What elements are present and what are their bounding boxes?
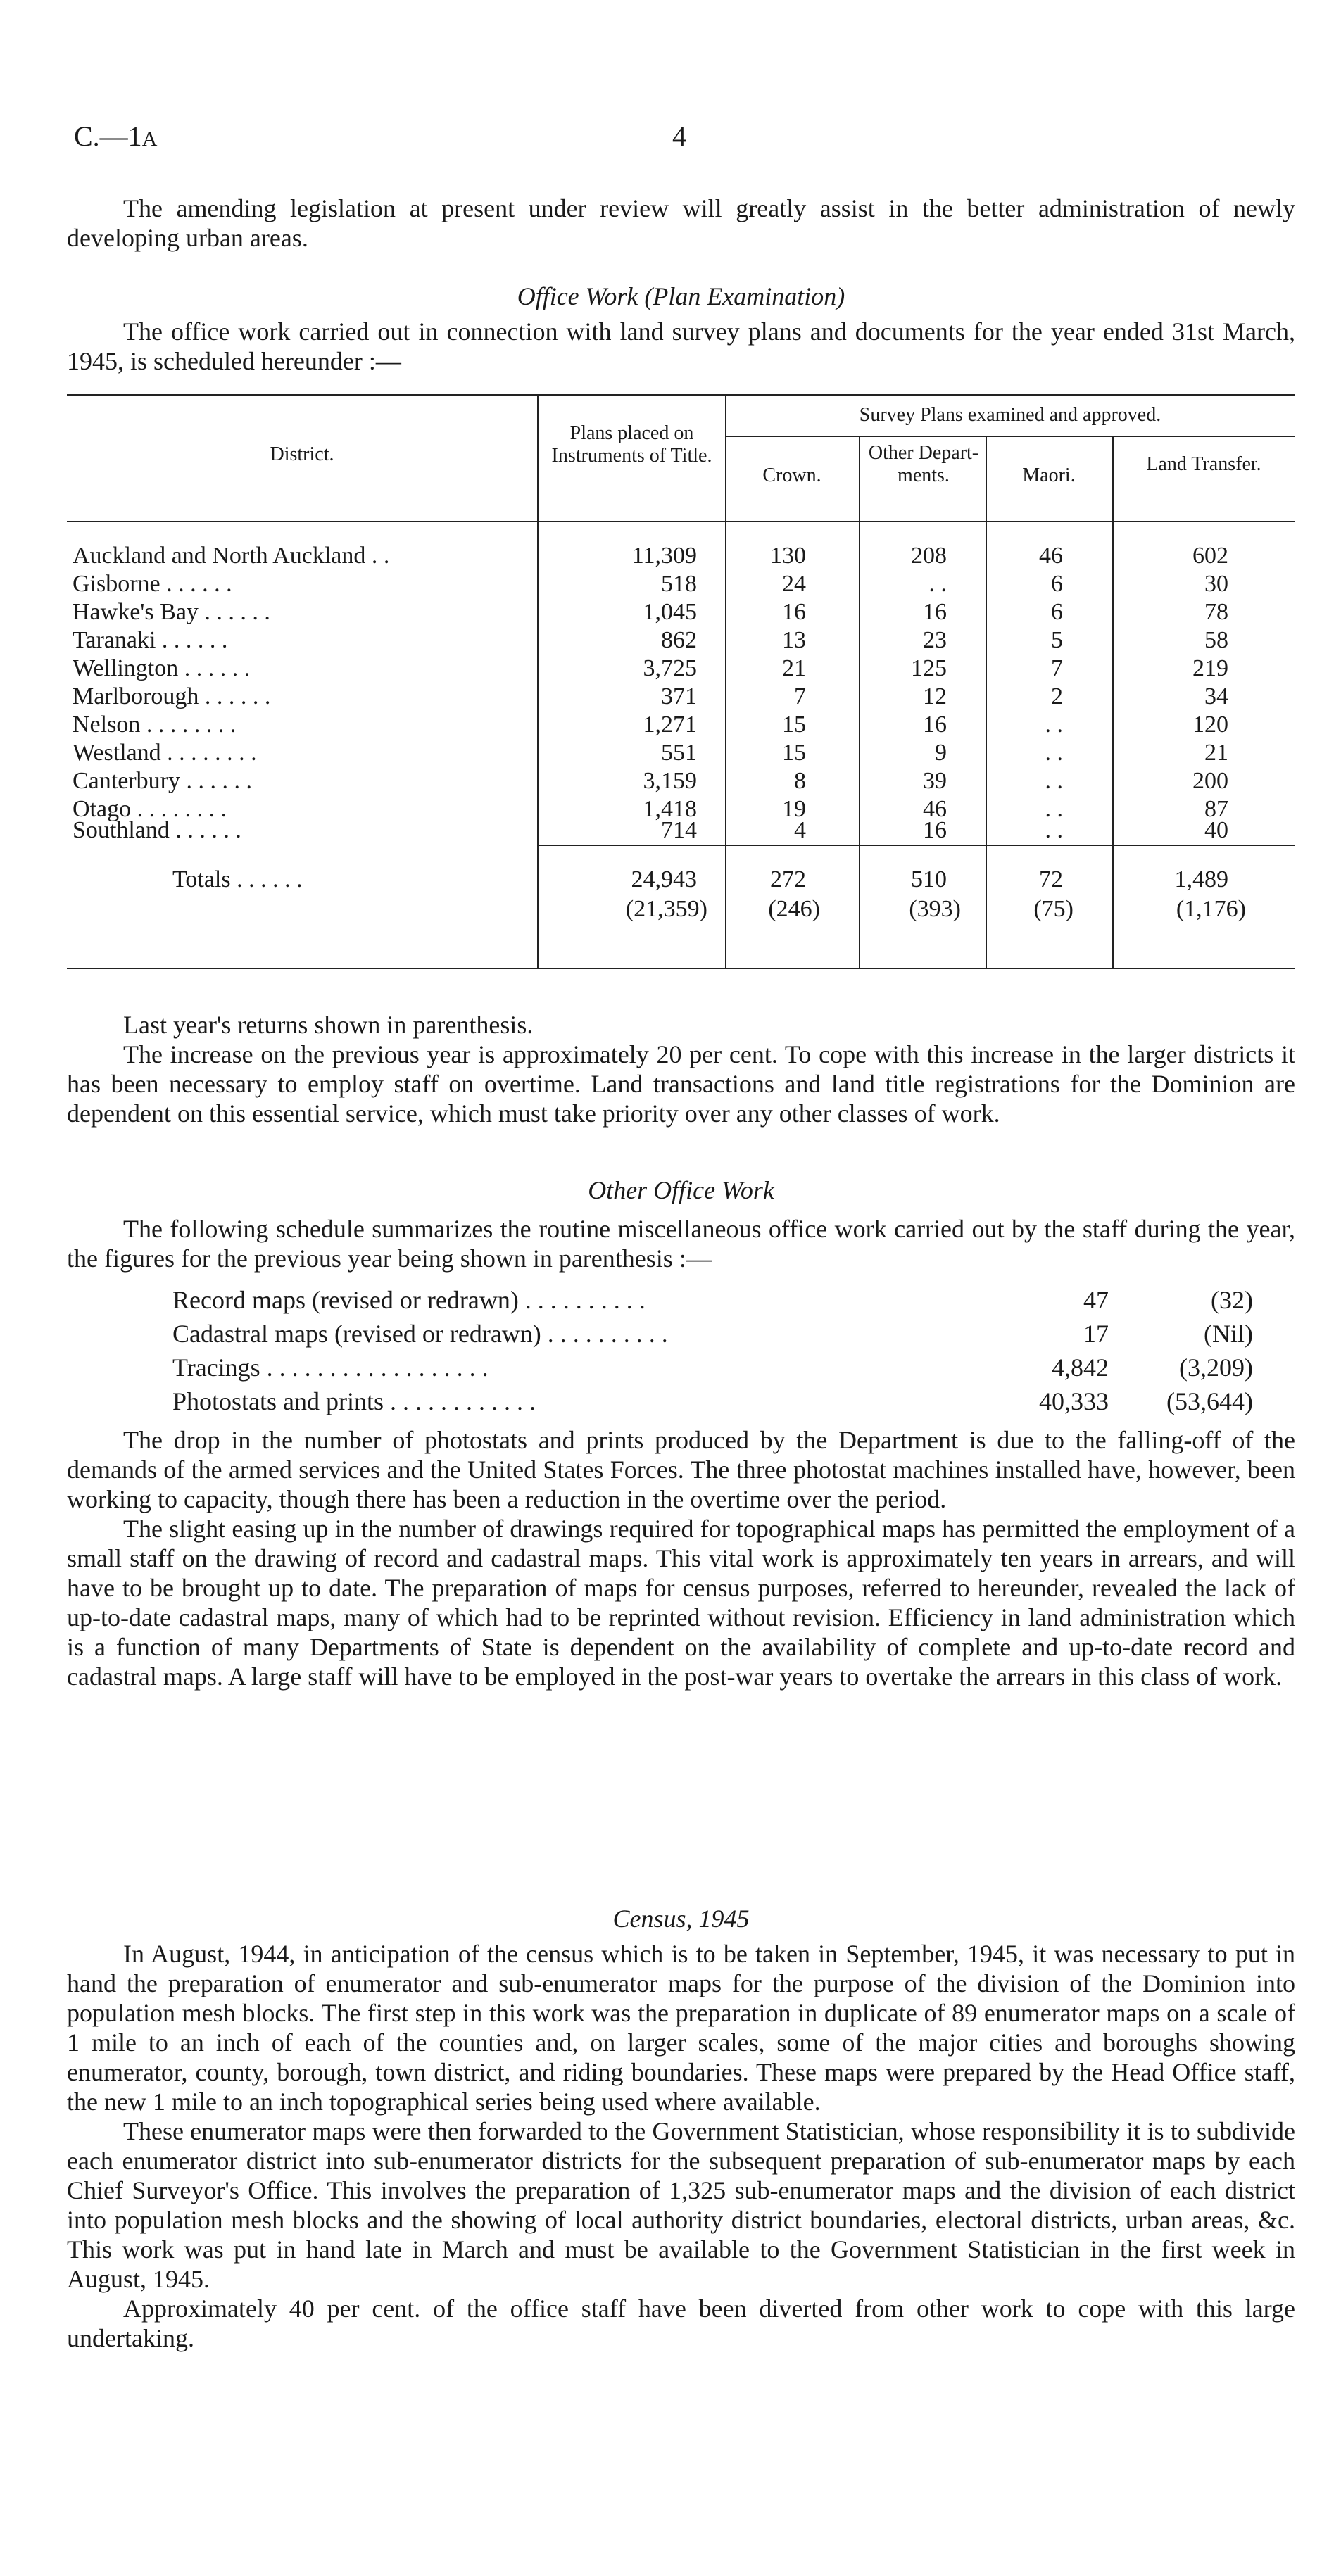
- table-row: Otago . . . . . . . . 1,418 19 46 . . 87: [73, 796, 1228, 822]
- table-row: Southland . . . . . . 714 4 16 . . 40: [73, 817, 1228, 843]
- document-code: C.—1A: [74, 120, 158, 152]
- section-heading-census: Census, 1945: [612, 1905, 750, 1933]
- schedule-row: Cadastral maps (revised or redrawn) . . . . . . . . . . 17 (Nil): [172, 1320, 1253, 1348]
- census-paragraph-2: These enumerator maps were then forwarded to the Government Statistician, whose responsibility it is to subdivide each enumerator district into sub-enumerator districts for the subsequent preparation of sub-enumerator maps by each Chief Surveyor's Office. This involves the preparation of 1,325 sub-enumerator maps and the division of each district into population mesh blocks and the showing of local authority district boundaries, electoral districts, urban areas, &c. This work was put in hand late in March and must be available to the Government Statistician in the first week in August, 1945.: [67, 2117, 1295, 2293]
- census-paragraph-3: Approximately 40 per cent. of the office staff have been diverted from other work to cope with this large undertaking.: [67, 2294, 1295, 2352]
- table-note: Last year's returns shown in parenthesis.: [123, 1011, 534, 1039]
- office-work-table: [67, 394, 1295, 971]
- table-row: Hawke's Bay . . . . . . 1,045 16 16 6 78: [73, 599, 1228, 625]
- office-work-intro: The office work carried out in connection with land survey plans and documents for the year ended 31st March, 1945, is scheduled hereunder :—: [67, 317, 1295, 375]
- table-row: Gisborne . . . . . . 518 24 . . 6 30: [73, 571, 1228, 597]
- section-heading-office-work: Office Work (Plan Examination): [517, 282, 845, 310]
- table-row: Westland . . . . . . . . 551 15 9 . . 21: [73, 740, 1228, 766]
- header-maori: Maori.: [1022, 465, 1076, 486]
- table-row: Taranaki . . . . . . 862 13 23 5 58: [73, 627, 1228, 653]
- header-land-transfer: Land Transfer.: [1146, 453, 1261, 475]
- schedule-row: Record maps (revised or redrawn) . . . . . . . . . . 47 (32): [172, 1286, 1253, 1314]
- header-crown: Crown.: [762, 465, 821, 486]
- page-number: 4: [672, 120, 686, 152]
- table-totals-row: Totals . . . . . . 24,943 272 510 72 1,489: [172, 866, 1228, 892]
- header-district: District.: [270, 443, 334, 465]
- table-row: Canterbury . . . . . . 3,159 8 39 . . 200: [73, 768, 1228, 794]
- schedule-row: Photostats and prints . . . . . . . . . . . . 40,333 (53,644): [172, 1387, 1253, 1415]
- census-paragraph-1: In August, 1944, in anticipation of the census which is to be taken in September, 1945, it was necessary to put in hand the preparation of enumerator and sub-enumerator maps for the purpose of the division of the Dominion into population mesh blocks. The first step in this work was the preparation in duplicate of 89 enumerator maps on a scale of 1 mile to an inch of each of the counties and, on larger scales, some of the major cities and boroughs showing enumerator, county, borough, town district, and riding boundaries. These maps were prepared by the Head Office staff, the new 1 mile to an inch topographical series being used where available.: [67, 1940, 1295, 2116]
- drawings-paragraph: The slight easing up in the number of drawings required for topographical maps has permitted the employment of a small staff on the drawing of record and cadastral maps. This vital work is approximately ten years in arrears, and will have to be brought up to date. The preparation of maps for census purposes, referred to hereunder, revealed the lack of up-to-date cadastral maps, many of which had to be reprinted without revision. Efficiency in land administration which is a function of many Departments of State is dependent on the availability of complete and up-to-date record and cadastral maps. A large staff will have to be employed in the post-war years to overtake the arrears in this class of work.: [67, 1515, 1295, 1691]
- table-row: Auckland and North Auckland . . 11,309 130 208 46 602: [73, 543, 1228, 569]
- schedule-row: Tracings . . . . . . . . . . . . . . . . . . 4,842 (3,209): [172, 1353, 1253, 1382]
- other-office-work-intro: The following schedule summarizes the routine miscellaneous office work carried out by the staff during the year, the figures for the previous year being shown in parenthesis :—: [67, 1215, 1295, 1273]
- intro-paragraph: The amending legislation at present under review will greatly assist in the better administration of newly developing urban areas.: [67, 194, 1295, 252]
- table-row: Wellington . . . . . . 3,725 21 125 7 219: [73, 655, 1228, 681]
- section-heading-other-office-work: Other Office Work: [588, 1176, 774, 1204]
- header-survey-plans: Survey Plans examined and approved.: [859, 404, 1161, 426]
- office-work-paragraph: The increase on the previous year is approximately 20 per cent. To cope with this increase in the larger districts it has been necessary to employ staff on overtime. Land transactions and land title registrations for the Dominion are dependent on this essential service, which must take priority over any other classes of work.: [67, 1040, 1295, 1128]
- header-plans-placed: Plans placed on Instruments of Title.: [551, 422, 712, 467]
- table-row: Marlborough . . . . . . 371 7 12 2 34: [73, 683, 1228, 709]
- running-header: [67, 120, 1295, 162]
- header-other-departments: Other Depart- ments.: [868, 442, 979, 486]
- photostats-paragraph: The drop in the number of photostats and prints produced by the Department is due to the falling-off of the demands of the armed services and the United States Forces. The three photostat machines installed have, however, been working to capacity, though there has been a reduction in the overtime over the period.: [67, 1426, 1295, 1513]
- table-previous-year-row: (21,359) (246) (393) (75) (1,176): [625, 896, 1246, 922]
- table-row: Nelson . . . . . . . . 1,271 15 16 . . 120: [73, 712, 1228, 738]
